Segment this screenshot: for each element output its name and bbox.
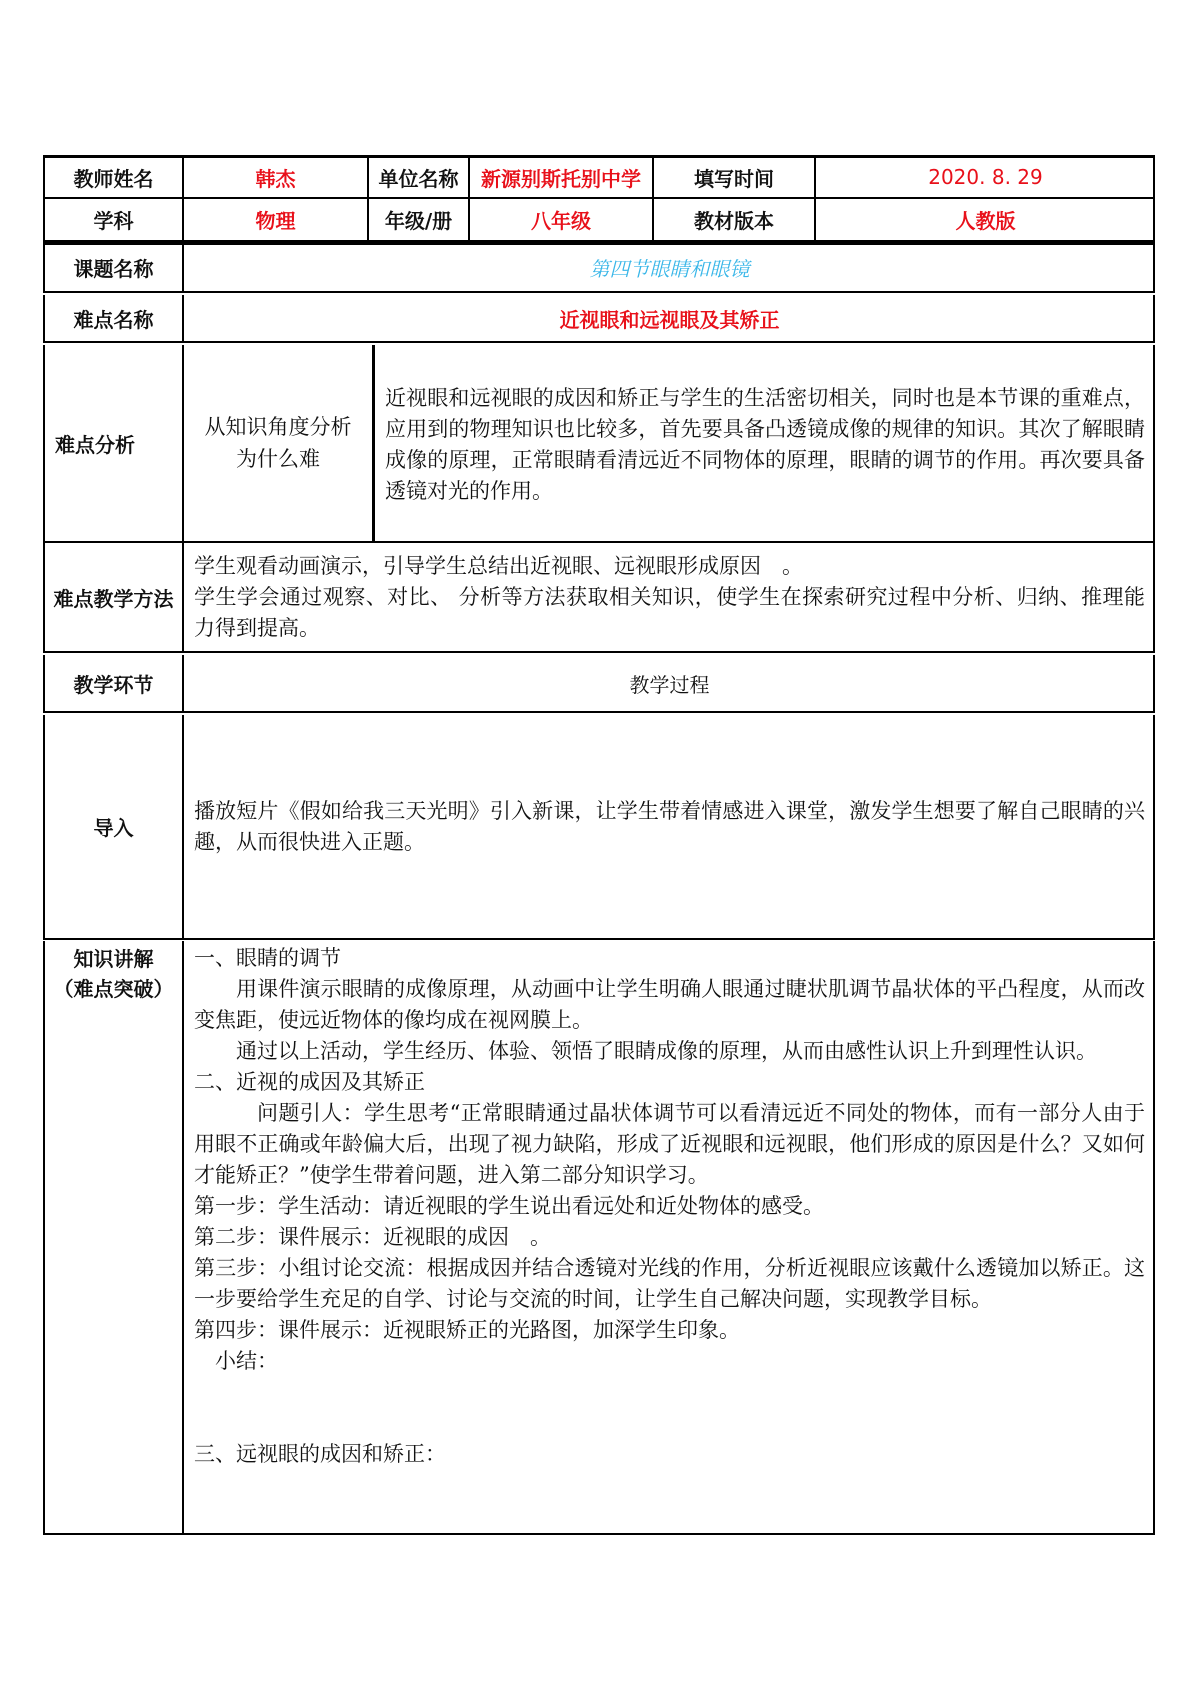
difficulty-label: 难点名称 (73, 307, 154, 332)
process-section-label: 教学环节 (73, 672, 154, 697)
teacher-name-label: 教师姓名 (73, 166, 154, 191)
method-line-2: 学生学会通过观察、对比、 分析等方法获取相关知识，使学生在探索研究过程中分析、归纳、推理能力得到提高。 (194, 584, 1145, 640)
edition-value: 人教版 (814, 199, 1155, 240)
process-header-row (43, 655, 1155, 711)
topic-label: 课题名称 (73, 257, 154, 281)
intro-text: 播放短片《假如给我三天光明》引入新课，让学生带着情感进入课堂，激发学生想要了解自己眼睛的兴趣，从而很快进入正题。 (194, 798, 1145, 854)
grade-value: 八年级 (468, 199, 652, 240)
knowledge-step-4: 第四步：课件展示：近视眼矫正的光路图，加深学生印象。 (194, 1318, 740, 1342)
knowledge-heading-3: 三、远视眼的成因和矫正： (194, 1442, 446, 1466)
analysis-text-cell (372, 345, 1155, 541)
unit-name-value: 新源别斯托别中学 (468, 157, 652, 197)
topic-row (43, 244, 1155, 291)
knowledge-heading-1: 一、眼睛的调节 (194, 946, 341, 970)
intro-row (43, 715, 1155, 938)
header-row-2 (43, 199, 1155, 240)
intro-label: 导入 (93, 816, 134, 840)
knowledge-text-cell (182, 941, 1155, 1534)
subject-label: 学科 (93, 209, 134, 233)
analysis-text: 近视眼和远视眼的成因和矫正与学生的生活密切相关，同时也是本节课的重难点，应用到的物理知识也比较多，首先要具备凸透镜成像的规律的知识。其次了解眼睛成像的原理，正常眼睛看清远近不同物体的原理，眼睛的调节的作用。再次要具备透镜对光的作用。 (385, 386, 1145, 503)
date-label: 填写时间 (652, 157, 814, 197)
knowledge-para-2: 通过以上活动，学生经历、体验、领悟了眼睛成像的原理，从而由感性认识上升到理性认识。 (236, 1039, 1097, 1063)
method-row (43, 543, 1155, 651)
method-line-1: 学生观看动画演示，引导学生总结出近视眼、远视眼形成原因 。 (194, 553, 803, 578)
process-header-value: 教学过程 (182, 655, 1155, 711)
edition-label: 教材版本 (652, 199, 814, 240)
knowledge-label (45, 941, 182, 1534)
knowledge-row (43, 941, 1155, 1534)
knowledge-step-3: 第三步：小组讨论交流：根据成因并结合透镜对光线的作用，分析近视眼应该戴什么透镜加以矫正。这一步要给学生充足的自学、讨论与交流的时间，让学生自己解决问题，实现教学目标。 (194, 1256, 1145, 1311)
analysis-sub-label (182, 345, 372, 541)
knowledge-para-1: 用课件演示眼睛的成像原理，从动画中让学生明确人眼通过睫状肌调节晶状体的平凸程度，从而改变焦距，使远近物体的像均成在视网膜上。 (194, 977, 1145, 1032)
intro-text-cell (182, 715, 1155, 938)
rule (43, 341, 1155, 343)
rule (43, 1533, 1155, 1535)
difficulty-row (43, 295, 1155, 341)
knowledge-summary: 小结： (215, 1349, 278, 1373)
lesson-plan-table (43, 157, 1155, 1534)
grade-label: 年级/册 (367, 199, 468, 240)
rule (43, 243, 1155, 245)
analysis-label: 难点分析 (55, 432, 135, 457)
subject-value: 物理 (182, 199, 367, 240)
method-label: 难点教学方法 (53, 586, 174, 611)
knowledge-step-2: 第二步：课件展示：近视眼的成因 。 (194, 1225, 551, 1249)
knowledge-step-1: 第一步：学生活动：请近视眼的学生说出看远处和近处物体的感受。 (194, 1194, 824, 1218)
unit-name-label: 单位名称 (367, 157, 468, 197)
rule (43, 291, 1155, 293)
rule (43, 651, 1155, 653)
difficulty-value: 近视眼和远视眼及其矫正 (182, 295, 1155, 341)
knowledge-heading-2: 二、近视的成因及其矫正 (194, 1070, 425, 1094)
analysis-sub-label-text: 从知识角度分析为什么难 (204, 415, 352, 471)
teacher-name-value: 韩杰 (182, 157, 367, 197)
rule (43, 155, 1155, 158)
topic-value: 第四节眼睛和眼镜 (182, 244, 1155, 291)
knowledge-label-line-1: 知识讲解 (73, 947, 154, 971)
date-value: 2020. 8. 29 (814, 157, 1155, 197)
rule (43, 711, 1155, 713)
rule (43, 938, 1155, 940)
method-text-cell (182, 543, 1155, 651)
knowledge-para-3: 问题引人：学生思考“正常眼睛通过晶状体调节可以看清远近不同处的物体，而有一部分人由于用眼不正确或年龄偏大后，出现了视力缺陷，形成了近视眼和远视眼，他们形成的原因是什么？又如何才能矫正？”使学生带着问题，进入第二部分知识学习。 (194, 1101, 1145, 1187)
rule (43, 197, 1155, 199)
rule (43, 541, 1155, 543)
knowledge-label-line-2: （难点突破） (53, 977, 174, 1001)
analysis-row (43, 345, 1155, 541)
header-row-1 (43, 157, 1155, 197)
